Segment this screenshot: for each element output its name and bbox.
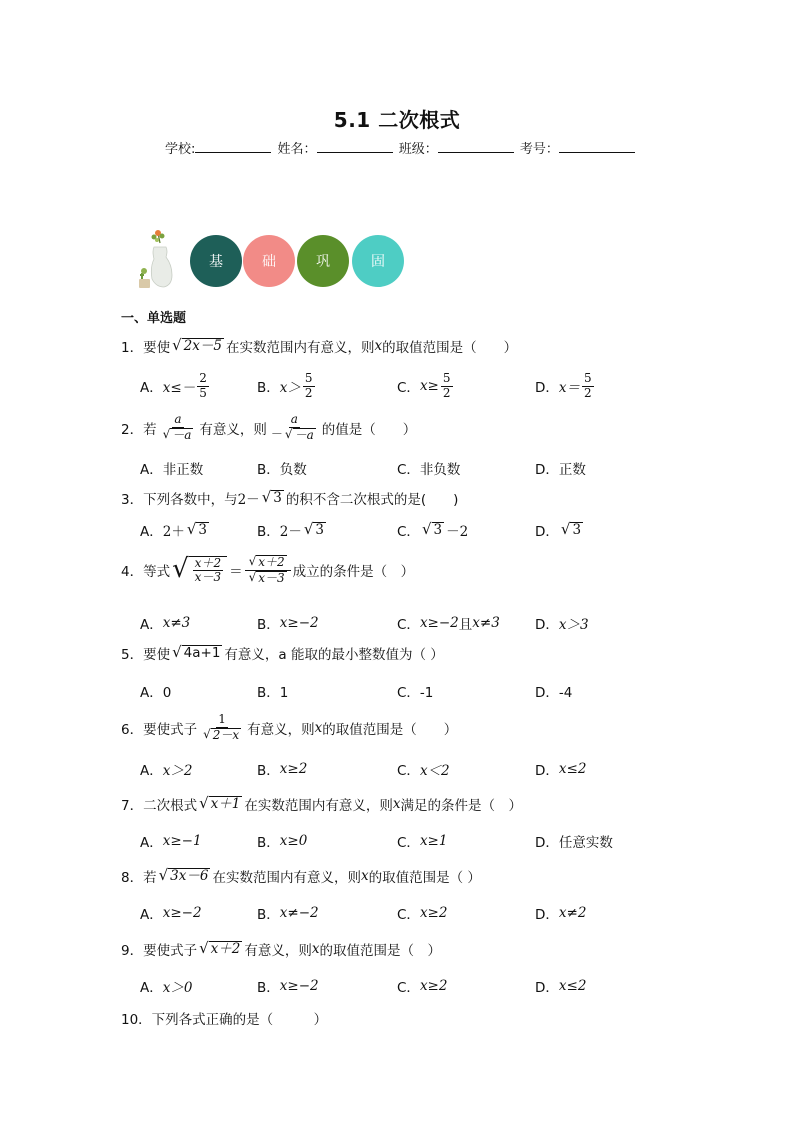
q7-option-b[interactable]: B． x≥0: [257, 833, 308, 851]
page-title: 5.1 二次根式: [333, 108, 461, 132]
q9-option-a[interactable]: A． x＞0: [140, 980, 193, 996]
q3-option-d[interactable]: D． √ 3: [535, 519, 582, 540]
q7-option-d[interactable]: D．任意实数: [535, 835, 613, 851]
q9-option-d[interactable]: D． x≤2: [535, 978, 587, 996]
section-heading: 一、单选题: [121, 311, 187, 326]
badge-gu: 固: [352, 235, 404, 287]
q4-option-d[interactable]: D． x＞3: [535, 617, 589, 633]
class-label: 班级：: [398, 142, 438, 157]
q7-option-a[interactable]: A． x≥−1: [140, 833, 202, 851]
q5-option-b[interactable]: B．1: [257, 685, 289, 701]
class-blank[interactable]: [438, 139, 514, 153]
sqrt-expr: √ 2x－5: [172, 335, 222, 354]
q2-option-c[interactable]: C．非负数: [397, 462, 461, 478]
q5-option-a[interactable]: A．0: [140, 685, 172, 701]
q3-option-a[interactable]: A． 2＋ √ 3: [140, 519, 207, 540]
q6-option-b[interactable]: B． x≥2: [257, 761, 308, 779]
q4-option-c[interactable]: C． x≥−2 且 x≠3: [397, 615, 500, 633]
q6-option-a[interactable]: A． x＞2: [140, 763, 193, 779]
badge-gong: 巩: [297, 235, 349, 287]
q6-option-c[interactable]: C． x＜2: [397, 763, 450, 779]
question-1: 1． 要使 √ 2x－5 在实数范围内有意义，则 x 的取值范围是（ ）: [121, 335, 518, 356]
question-9: 9． 要使式子 √ x＋2 有意义，则 x 的取值范围是（ ）: [121, 938, 441, 959]
school-label: 学校:: [165, 142, 196, 157]
name-blank[interactable]: [317, 139, 393, 153]
q9-option-b[interactable]: B． x≥−2: [257, 978, 319, 996]
school-blank[interactable]: [195, 139, 271, 153]
q5-option-c[interactable]: C．-1: [397, 685, 434, 701]
q6-option-d[interactable]: D． x≤2: [535, 761, 587, 779]
q3-option-b[interactable]: B． 2－ √ 3: [257, 519, 325, 540]
question-5: 5． 要使 √ 4a+1 有意义，a 能取的最小整数值为（ ）: [121, 642, 444, 663]
badge-chu: 础: [243, 235, 295, 287]
q1-option-b[interactable]: B． x＞ $\frac{5}{2}$: [257, 371, 313, 400]
q7-option-c[interactable]: C． x≥1: [397, 833, 448, 851]
q9-option-c[interactable]: C． x≥2: [397, 978, 448, 996]
q8-option-a[interactable]: A． x≥−2: [140, 905, 202, 923]
q1-option-c[interactable]: C． x≥ $\frac{5}{2}$: [397, 371, 451, 400]
student-info-row: [165, 138, 637, 157]
q1-option-a[interactable]: A． x≤－ $\frac{2}{5}$: [140, 371, 207, 400]
q8-option-b[interactable]: B． x≠−2: [257, 905, 319, 923]
question-8: 8． 若 √ 3x－6 在实数范围内有意义，则 x 的取值范围是（ ）: [121, 865, 481, 886]
section-badges: [138, 225, 418, 291]
q5-option-d[interactable]: D．-4: [535, 685, 573, 701]
exam-no-blank[interactable]: [559, 139, 635, 153]
q2-option-b[interactable]: B．负数: [257, 462, 307, 478]
q4-option-b[interactable]: B． x≥−2: [257, 615, 319, 633]
q8-option-c[interactable]: C． x≥2: [397, 905, 448, 923]
question-7: 7． 二次根式 √ x＋1 在实数范围内有意义，则 x 满足的条件是（ ）: [121, 793, 522, 814]
exam-no-label: 考号：: [519, 142, 559, 157]
q4-option-a[interactable]: A． x≠3: [140, 615, 191, 633]
question-10: 10．下列各式正确的是（ ）: [121, 1012, 328, 1028]
q2-option-d[interactable]: D．正数: [535, 462, 586, 478]
badge-ji: 基: [190, 235, 242, 287]
q2-option-a[interactable]: A．非正数: [140, 462, 204, 478]
name-label: 姓名：: [277, 142, 317, 157]
question-6: 6． 要使式子 1 √ 2－x 有意义，则 x 的取值范围是（ ）: [121, 712, 458, 742]
plant-vase-icon: [138, 225, 180, 289]
question-4: 4． 等式 √ $\frac{x+2}{x-3}$ ＝ √ x＋2 √ x－3 成立的条件是（ ）: [121, 553, 415, 585]
q8-option-d[interactable]: D． x≠2: [535, 905, 587, 923]
q3-option-c[interactable]: C． √ 3 －2: [397, 519, 469, 540]
question-2: 2． 若 a √ －a 有意义，则 a － √ －a 的值是（ ）: [121, 412, 417, 442]
question-3: 3． 下列各数中，与 2－ √ 3 的积不含二次根式的是( ): [121, 487, 459, 508]
q1-option-d[interactable]: D． x＝ $\frac{5}{2}$: [535, 371, 592, 400]
